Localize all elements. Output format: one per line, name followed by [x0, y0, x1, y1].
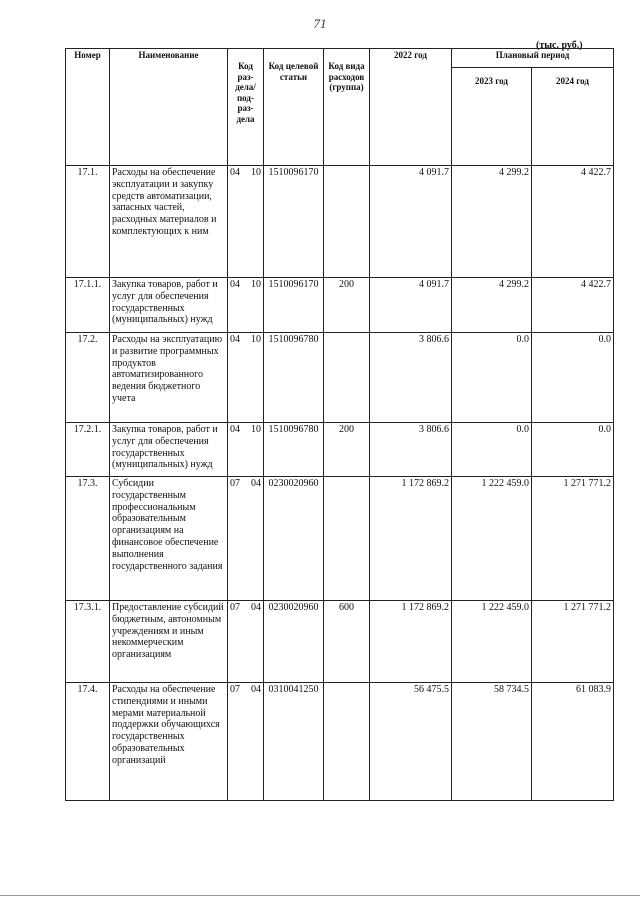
row-section	[228, 683, 264, 801]
table-row	[66, 333, 614, 423]
row-podrazdel: 10	[251, 279, 261, 290]
table-row	[66, 278, 614, 333]
header-plan-period: Плановый период	[452, 49, 614, 68]
row-2024: 61 083.9	[532, 683, 614, 801]
row-expense-type: 200	[324, 423, 370, 477]
budget-table	[65, 48, 614, 801]
row-name: Закупка товаров, работ и услуг для обеспечения государственных (муниципальных) нужд	[110, 278, 228, 333]
row-name: Расходы на обеспечение эксплуатации и закупку средств автоматизации, запасных частей, расходных материалов и комплектующих к ним	[110, 166, 228, 278]
page-bottom-rule	[0, 895, 640, 897]
row-number: 17.3.	[66, 477, 110, 601]
row-podrazdel: 10	[251, 334, 261, 345]
row-section	[228, 333, 264, 423]
row-target: 1510096170	[264, 166, 324, 278]
row-name: Предоставление субсидий бюджетным, автономным учреждениям и иным некоммерческим организациям	[110, 601, 228, 683]
row-section	[228, 166, 264, 278]
row-section	[228, 477, 264, 601]
row-2023: 1 222 459.0	[452, 601, 532, 683]
header-number: Номер	[66, 49, 110, 166]
row-number: 17.2.	[66, 333, 110, 423]
row-section	[228, 278, 264, 333]
row-2022: 1 172 869.2	[370, 601, 452, 683]
row-number: 17.2.1.	[66, 423, 110, 477]
header-2024: 2024 год	[532, 68, 614, 166]
row-2024: 0.0	[532, 423, 614, 477]
table-row	[66, 683, 614, 801]
row-section	[228, 601, 264, 683]
row-podrazdel: 10	[251, 424, 261, 435]
row-name: Расходы на эксплуатацию и развитие программных продуктов автоматизированного ведения бюджетного учета	[110, 333, 228, 423]
row-number: 17.4.	[66, 683, 110, 801]
row-target: 1510096780	[264, 333, 324, 423]
header-expense-type: Код вида расходов (группа)	[324, 49, 370, 166]
row-2022: 1 172 869.2	[370, 477, 452, 601]
row-section	[228, 423, 264, 477]
table-row	[66, 601, 614, 683]
row-razdel: 07	[230, 684, 240, 695]
header-name: Наименование	[110, 49, 228, 166]
row-2022: 4 091.7	[370, 278, 452, 333]
row-2024: 1 271 771.2	[532, 477, 614, 601]
table-row	[66, 166, 614, 278]
row-target: 1510096780	[264, 423, 324, 477]
row-2024: 4 422.7	[532, 278, 614, 333]
row-razdel: 07	[230, 478, 240, 489]
row-2023: 58 734.5	[452, 683, 532, 801]
row-name: Субсидии государственным профессиональным образовательным организациям на финансовое обеспечение выполнения государственного задания	[110, 477, 228, 601]
row-expense-type	[324, 683, 370, 801]
row-expense-type	[324, 333, 370, 423]
row-name: Закупка товаров, работ и услуг для обеспечения государственных (муниципальных) нужд	[110, 423, 228, 477]
row-2023: 4 299.2	[452, 278, 532, 333]
units-label: (тыс. руб.)	[536, 40, 583, 51]
table-row	[66, 423, 614, 477]
table-row	[66, 477, 614, 601]
row-number: 17.1.1.	[66, 278, 110, 333]
row-2022: 56 475.5	[370, 683, 452, 801]
row-2022: 3 806.6	[370, 333, 452, 423]
header-section: Код раз- дела/ под- раз- дела	[228, 49, 264, 166]
row-2023: 1 222 459.0	[452, 477, 532, 601]
row-2024: 4 422.7	[532, 166, 614, 278]
row-2022: 3 806.6	[370, 423, 452, 477]
header-target: Код целевой статьи	[264, 49, 324, 166]
row-2024: 1 271 771.2	[532, 601, 614, 683]
row-target: 0310041250	[264, 683, 324, 801]
row-target: 1510096170	[264, 278, 324, 333]
row-name: Расходы на обеспечение стипендиями и иными мерами материальной поддержки обучающихся государственных образовательных организаций	[110, 683, 228, 801]
row-2024: 0.0	[532, 333, 614, 423]
row-razdel: 04	[230, 279, 240, 290]
row-2023: 4 299.2	[452, 166, 532, 278]
row-2022: 4 091.7	[370, 166, 452, 278]
row-target: 0230020960	[264, 601, 324, 683]
row-podrazdel: 04	[251, 684, 261, 695]
row-podrazdel: 04	[251, 602, 261, 613]
row-expense-type: 600	[324, 601, 370, 683]
row-podrazdel: 04	[251, 478, 261, 489]
row-razdel: 07	[230, 602, 240, 613]
row-razdel: 04	[230, 334, 240, 345]
row-target: 0230020960	[264, 477, 324, 601]
row-2023: 0.0	[452, 423, 532, 477]
row-razdel: 04	[230, 424, 240, 435]
row-expense-type: 200	[324, 278, 370, 333]
row-expense-type	[324, 477, 370, 601]
row-expense-type	[324, 166, 370, 278]
row-number: 17.3.1.	[66, 601, 110, 683]
row-2023: 0.0	[452, 333, 532, 423]
page-number: 71	[313, 16, 327, 31]
header-2023: 2023 год	[452, 68, 532, 166]
row-podrazdel: 10	[251, 167, 261, 178]
header-2022: 2022 год	[370, 49, 452, 166]
row-number: 17.1.	[66, 166, 110, 278]
row-razdel: 04	[230, 167, 240, 178]
